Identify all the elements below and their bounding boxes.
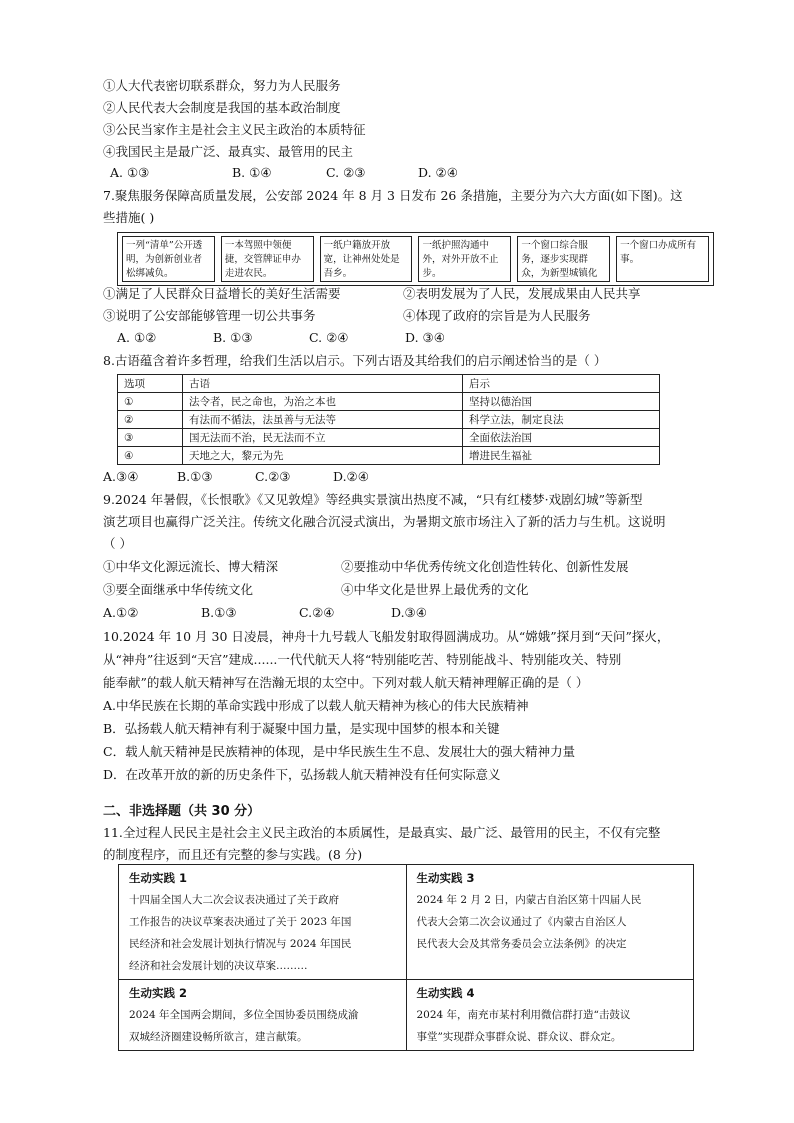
q8-option-b[interactable]: B.①③: [177, 469, 213, 484]
q8-table-header: [118, 375, 660, 393]
practice-2-title: 生动实践 2: [129, 986, 188, 1000]
q9-statement-1: ①中华文化源远流长、博大精深: [103, 559, 279, 574]
q6-option-b[interactable]: B. ①④: [232, 165, 272, 180]
practice-3-cell: [406, 865, 694, 980]
q10-stem-line-3: 能奉献”的载人航天精神写在浩瀚无垠的太空中。下列对载人航天精神理解正确的是（ ）: [103, 675, 589, 690]
q8-row-2-insight: 科学立法，制定良法: [463, 411, 660, 429]
q11-stem-line-1: 11.全过程人民民主是社会主义民主政治的本质属性，是最真实、最广泛、最管用的民主，不仅有完整: [103, 825, 661, 840]
practice-1-line-2: 工作报告的决议草案表决通过了关于 2023 年国: [129, 916, 352, 928]
practice-3-line-3: 民代表大会及其常务委员会立法条例》的决定: [416, 938, 627, 950]
q9-stem-line-3: （ ）: [103, 536, 132, 551]
section-heading-nonchoice: 二、非选择题（共 30 分）: [103, 804, 261, 819]
q8-option-c[interactable]: C.②③: [255, 469, 291, 484]
q8-stem: 8.古语蕴含着许多哲理，给我们生活以启示。下列古语及其给我们的启示阐述恰当的是（ ）: [103, 353, 607, 368]
q8-row-3-saying: 国无法而不治，民无法而不立: [183, 429, 463, 447]
q7-statements-row-2: [103, 306, 703, 326]
q7-option-b[interactable]: B. ①③: [213, 330, 253, 345]
q11-stem-line-2: 的制度程序，而且还有完整的参与实践。(8 分): [103, 847, 363, 862]
q8-table: [117, 374, 660, 465]
table-row: [119, 865, 694, 980]
q8-row-4-option: ④: [118, 447, 183, 465]
practice-1-title: 生动实践 1: [129, 871, 188, 885]
q10-choice-a[interactable]: A.中华民族在长期的革命实践中形成了以载人航天精神为核心的伟大民族精神: [103, 698, 529, 713]
q9-statements-row-1: [103, 557, 703, 577]
q9-option-c[interactable]: C.②④: [299, 605, 335, 620]
q7-measures-figure: [117, 232, 714, 286]
q7-statement-4: ④体现了政府的宗旨是为人民服务: [403, 308, 591, 323]
q7-option-d[interactable]: D. ③④: [405, 330, 445, 345]
q9-option-a[interactable]: A.①②: [103, 605, 139, 620]
table-row: [118, 411, 660, 429]
practice-3-line-2: 代表大会第二次会议通过了《内蒙古自治区人: [416, 916, 627, 928]
q7-measure-4: 一纸护照沟通中外，对外开放不止步。: [418, 236, 511, 282]
table-row: [118, 447, 660, 465]
q6-option-c[interactable]: C. ②③: [326, 165, 366, 180]
q7-option-c[interactable]: C. ②④: [309, 330, 349, 345]
practice-3-title: 生动实践 3: [416, 871, 475, 885]
practice-4-line-1: 2024 年，南充市某村利用微信群打造“击鼓议: [416, 1009, 631, 1021]
q8-row-1-option: ①: [118, 393, 183, 411]
q6-statement-1: ①人大代表密切联系群众，努力为人民服务: [103, 78, 341, 93]
q7-statements-row-1: [103, 284, 703, 304]
practice-4-line-2: 事堂”实现群众事群众说、群众议、群众定。: [416, 1031, 622, 1043]
q9-statement-4: ④中华文化是世界上最优秀的文化: [341, 582, 529, 597]
q10-choice-c[interactable]: C．载人航天精神是民族精神的体现，是中华民族生生不息、发展壮大的强大精神力量: [103, 744, 576, 759]
table-row: [118, 393, 660, 411]
q7-stem-line-1: 7.聚焦服务保障高质量发展，公安部 2024 年 8 月 3 日发布 26 条措施，主要分为六大方面(如下图)。这: [103, 188, 683, 203]
q8-row-3-option: ③: [118, 429, 183, 447]
q10-choice-b[interactable]: B．弘扬载人航天精神有利于凝聚中国力量，是实现中国梦的根本和关键: [103, 721, 500, 736]
practice-2-cell: [119, 980, 407, 1051]
q8-row-4-saying: 天地之大，黎元为先: [183, 447, 463, 465]
q10-stem-line-2: 从“神舟”往返到“天宫”建成......一代代航天人将“特别能吃苦、特别能战斗、特别能攻关、特别: [103, 652, 622, 667]
q8-row-2-saying: 有法而不循法，法虽善与无法等: [183, 411, 463, 429]
q9-stem-line-2: 演艺项目也赢得广泛关注。传统文化融合沉浸式演出，为暑期文旅市场注入了新的活力与生机。这说明: [103, 514, 666, 529]
q7-measure-2: 一本驾照中领便捷，交管牌证申办走进农民。: [221, 236, 314, 282]
q10-choice-d[interactable]: D．在改革开放的新的历史条件下，弘扬载人航天精神没有任何实际意义: [103, 767, 501, 782]
practice-1-line-4: 经济和社会发展计划的决议草案………: [129, 960, 308, 972]
q7-measure-1: 一列“清单”公开透明，为创新创业者松绑减负。: [122, 236, 215, 282]
q7-measure-6: 一个窗口办成所有事。: [616, 236, 709, 282]
q7-measure-5: 一个窗口综合服务，逐步实现群众，为新型城镇化: [517, 236, 610, 282]
q7-option-a[interactable]: A. ①②: [117, 330, 157, 345]
q9-stem-line-1: 9.2024 年暑假，《长恨歌》《又见敦煌》等经典实景演出热度不减，“只有红楼梦·戏剧幻城”等新型: [103, 492, 643, 507]
q9-statement-3: ③要全面继承中华传统文化: [103, 582, 254, 597]
practice-1-cell: [119, 865, 407, 980]
q8-row-4-insight: 增进民生福祉: [463, 447, 660, 465]
practice-4-cell: [406, 980, 694, 1051]
q8-header-saying: 古语: [183, 375, 463, 393]
q9-statement-2: ②要推动中华优秀传统文化创造性转化、创新性发展: [341, 559, 629, 574]
q8-option-a[interactable]: A.③④: [103, 469, 139, 484]
q8-row-1-insight: 坚持以德治国: [463, 393, 660, 411]
q9-statements-row-2: [103, 580, 703, 600]
q8-header-option: 选项: [118, 375, 183, 393]
q7-measure-3: 一纸户籍放开放宽，让神州处处是吾乡。: [320, 236, 413, 282]
q8-option-d[interactable]: D.②④: [333, 469, 369, 484]
q8-row-2-option: ②: [118, 411, 183, 429]
q8-row-1-saying: 法令者，民之命也，为治之本也: [183, 393, 463, 411]
table-row: [118, 429, 660, 447]
q7-statement-3: ③说明了公安部能够管理一切公共事务: [103, 308, 316, 323]
q8-header-insight: 启示: [463, 375, 660, 393]
practice-2-line-2: 双城经济圈建设畅所欲言，建言献策。: [129, 1031, 308, 1043]
q6-option-d[interactable]: D. ②④: [418, 165, 458, 180]
practice-1-line-1: 十四届全国人大二次会议表决通过了关于政府: [129, 894, 339, 906]
q6-options: [110, 163, 458, 183]
q10-stem-line-1: 10.2024 年 10 月 30 日凌晨，神舟十九号载人飞船发射取得圆满成功。从“嫦娥”探月到“天问”探火，: [103, 629, 670, 644]
q6-statement-4: ④我国民主是最广泛、最真实、最管用的民主: [103, 144, 354, 159]
q7-options: [117, 328, 445, 348]
q7-statement-1: ①满足了人民群众日益增长的美好生活需要: [103, 286, 341, 301]
q6-option-a[interactable]: A. ①③: [110, 165, 150, 180]
q9-option-b[interactable]: B.①③: [201, 605, 237, 620]
q7-stem-line-2: 些措施( ): [103, 210, 155, 225]
q8-row-3-insight: 全面依法治国: [463, 429, 660, 447]
practice-1-line-3: 民经济和社会发展计划执行情况与 2024 年国民: [129, 938, 352, 950]
practice-3-line-1: 2024 年 2 月 2 日，内蒙古自治区第十四届人民: [416, 894, 642, 906]
practice-2-line-1: 2024 年全国两会期间，多位全国协委员围绕成渝: [129, 1009, 359, 1021]
q6-statement-3: ③公民当家作主是社会主义民主政治的本质特征: [103, 122, 366, 137]
q9-options: [103, 603, 427, 623]
q8-options: [103, 467, 369, 487]
q6-statement-2: ②人民代表大会制度是我国的基本政治制度: [103, 100, 341, 115]
table-row: [119, 980, 694, 1051]
practice-4-title: 生动实践 4: [416, 986, 475, 1000]
q9-option-d[interactable]: D.③④: [391, 605, 427, 620]
q11-practice-table: [118, 864, 694, 1051]
q7-statement-2: ②表明发展为了人民，发展成果由人民共享: [403, 286, 641, 301]
